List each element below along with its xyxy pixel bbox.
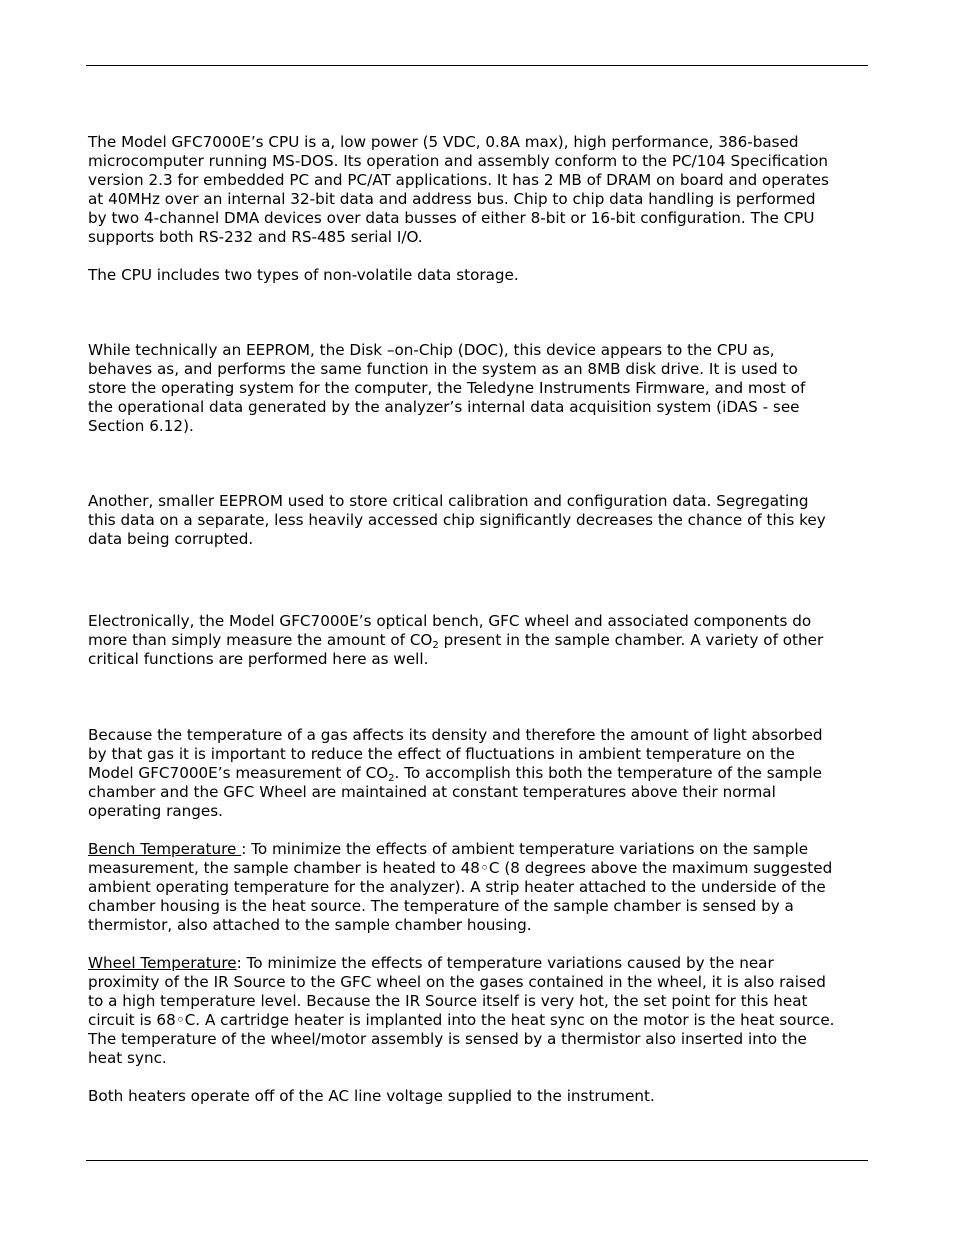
subscript: 2 <box>388 773 395 784</box>
text-line: While technically an EEPROM, the Disk –on-Chip (DOC), this device appears to the CPU as, <box>88 341 775 359</box>
header-rule <box>86 65 868 66</box>
subscript: 2 <box>432 640 439 651</box>
text-line: version 2.3 for embedded PC and PC/AT applications. It has 2 MB of DRAM on board and operates <box>88 171 829 189</box>
paragraph-optical-bench <box>88 612 870 669</box>
text-line: chamber housing is the heat source. The temperature of the sample chamber is sensed by a <box>88 897 794 915</box>
footer-rule <box>86 1160 868 1161</box>
text-line: thermistor, also attached to the sample chamber housing. <box>88 916 532 934</box>
paragraph-storage <box>88 266 870 285</box>
text-line: Another, smaller EEPROM used to store critical calibration and configuration data. Segregating <box>88 492 809 510</box>
paragraph-cpu <box>88 133 870 247</box>
paragraph-heaters <box>88 1087 870 1106</box>
text-line: Section 6.12). <box>88 417 194 435</box>
text-line: more than simply measure the amount of $CO_2$ present in the sample chamber. A variety of other <box>88 631 824 651</box>
text-line: The Model GFC7000E’s CPU is a, low power (5 VDC, 0.8A max), high performance, 386-based <box>88 133 799 151</box>
paragraph-disk-on-chip <box>88 341 870 436</box>
text-line: by that gas it is important to reduce the effect of fluctuations in ambient temperature on the <box>88 745 795 763</box>
text-line: The temperature of the wheel/motor assembly is sensed by a thermistor also inserted into the <box>88 1030 807 1048</box>
text-line: Both heaters operate off of the AC line voltage supplied to the instrument. <box>88 1087 655 1105</box>
text-line: behaves as, and performs the same function in the system as an 8MB disk drive. It is used to <box>88 360 798 378</box>
text-line: Electronically, the Model GFC7000E’s optical bench, GFC wheel and associated components do <box>88 612 812 630</box>
text-line: this data on a separate, less heavily accessed chip significantly decreases the chance of this key <box>88 511 826 529</box>
text-line: supports both RS-232 and RS-485 serial I/O. <box>88 228 423 246</box>
text-line: chamber and the GFC Wheel are maintained at constant temperatures above their normal <box>88 783 776 801</box>
text-line: data being corrupted. <box>88 530 254 548</box>
text-line: by two 4-channel DMA devices over data busses of either 8-bit or 16-bit configuration. The CPU <box>88 209 815 227</box>
wheel-temperature-label: Wheel Temperature <box>88 954 237 972</box>
paragraph-temperature <box>88 726 870 821</box>
bench-temperature-label: Bench Temperature <box>88 840 242 858</box>
text-line: ambient operating temperature for the analyzer). A strip heater attached to the underside of the <box>88 878 826 896</box>
text-line: Model GFC7000E’s measurement of $CO_2$. To accomplish this both the temperature of the sample <box>88 764 822 784</box>
text-line: circuit is 68◦C. A cartridge heater is implanted into the heat sync on the motor is the heat source. <box>88 1011 835 1029</box>
text-line: Bench Temperature : To minimize the effects of ambient temperature variations on the sample <box>88 840 809 858</box>
text-line: critical functions are performed here as well. <box>88 650 429 668</box>
paragraph-bench-temperature <box>88 840 870 935</box>
text-line: The CPU includes two types of non-volatile data storage. <box>88 266 519 284</box>
text-line: to a high temperature level. Because the IR Source itself is very hot, the set point for this heat <box>88 992 808 1010</box>
text-line: store the operating system for the computer, the Teledyne Instruments Firmware, and most of <box>88 379 806 397</box>
text-line: proximity of the IR Source to the GFC wheel on the gases contained in the wheel, it is also raised <box>88 973 826 991</box>
document-body <box>88 133 870 1106</box>
text-line: Because the temperature of a gas affects its density and therefore the amount of light absorbed <box>88 726 823 744</box>
text-line: operating ranges. <box>88 802 223 820</box>
text-line: Wheel Temperature: To minimize the effects of temperature variations caused by the near <box>88 954 774 972</box>
paragraph-eeprom <box>88 492 870 549</box>
text-line: measurement, the sample chamber is heated to 48◦C (8 degrees above the maximum suggested <box>88 859 833 877</box>
text-line: the operational data generated by the analyzer’s internal data acquisition system (iDAS - see <box>88 398 800 416</box>
text-line: microcomputer running MS-DOS. Its operation and assembly conform to the PC/104 Specification <box>88 152 829 170</box>
paragraph-wheel-temperature <box>88 954 870 1068</box>
text-line: heat sync. <box>88 1049 167 1067</box>
text-line: at 40MHz over an internal 32-bit data and address bus. Chip to chip data handling is performed <box>88 190 816 208</box>
